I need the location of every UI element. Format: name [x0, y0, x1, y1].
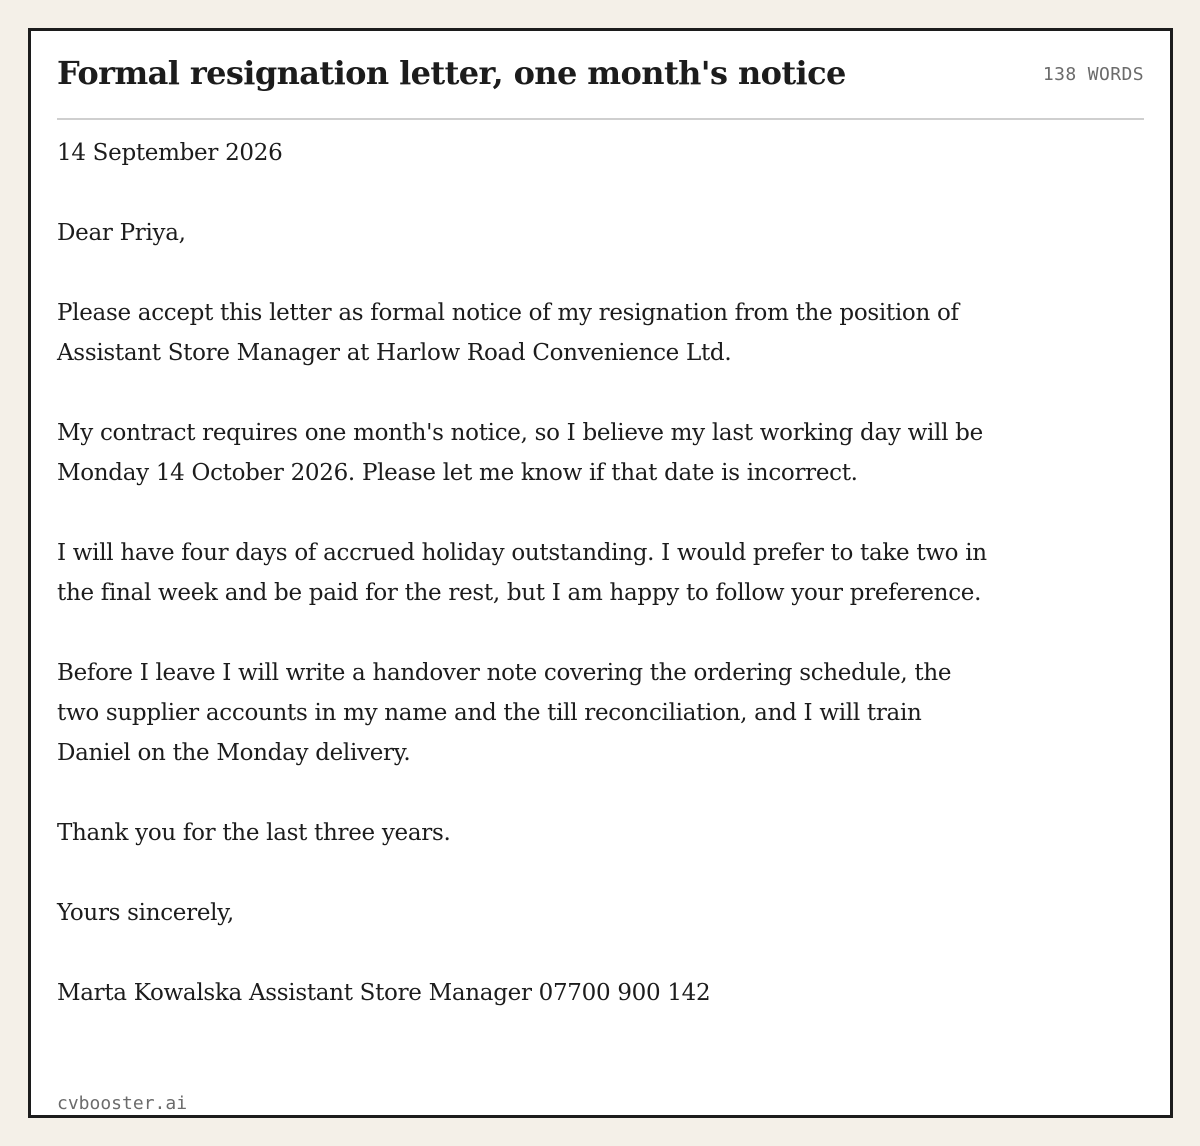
letter-paragraph: Before I leave I will write a handover note covering the ordering schedule, the two supplier accounts in my name and the till reconciliation, and I will train Daniel on the Monday delivery. [57, 660, 952, 766]
letter-signature: Marta Kowalska Assistant Store Manager 07700 900 142 [57, 980, 711, 1006]
letter-paragraph: I will have four days of accrued holiday outstanding. I would prefer to take two in the final week and be paid for the rest, but I am happy to follow your preference. [57, 540, 987, 606]
word-count-badge: 138 WORDS [1042, 64, 1144, 85]
letter-paragraph: Please accept this letter as formal notice of my resignation from the position of Assistant Store Manager at Harlow Road Convenience Ltd. [57, 300, 959, 366]
letter-header [57, 31, 1144, 120]
letter-salutation: Dear Priya, [57, 220, 186, 246]
letter-card [28, 28, 1173, 1118]
page-title: Formal resignation letter, one month's notice [57, 54, 846, 92]
letter-paragraph: Thank you for the last three years. [57, 820, 451, 846]
letter-body [57, 133, 997, 1013]
letter-closing: Yours sincerely, [57, 900, 234, 926]
letter-date: 14 September 2026 [57, 140, 283, 166]
letter-paragraph: My contract requires one month's notice, so I believe my last working day will be Monday 14 October 2026. Please let me know if that date is incorrect. [57, 420, 983, 486]
brand-footer: cvbooster.ai [57, 1093, 188, 1114]
